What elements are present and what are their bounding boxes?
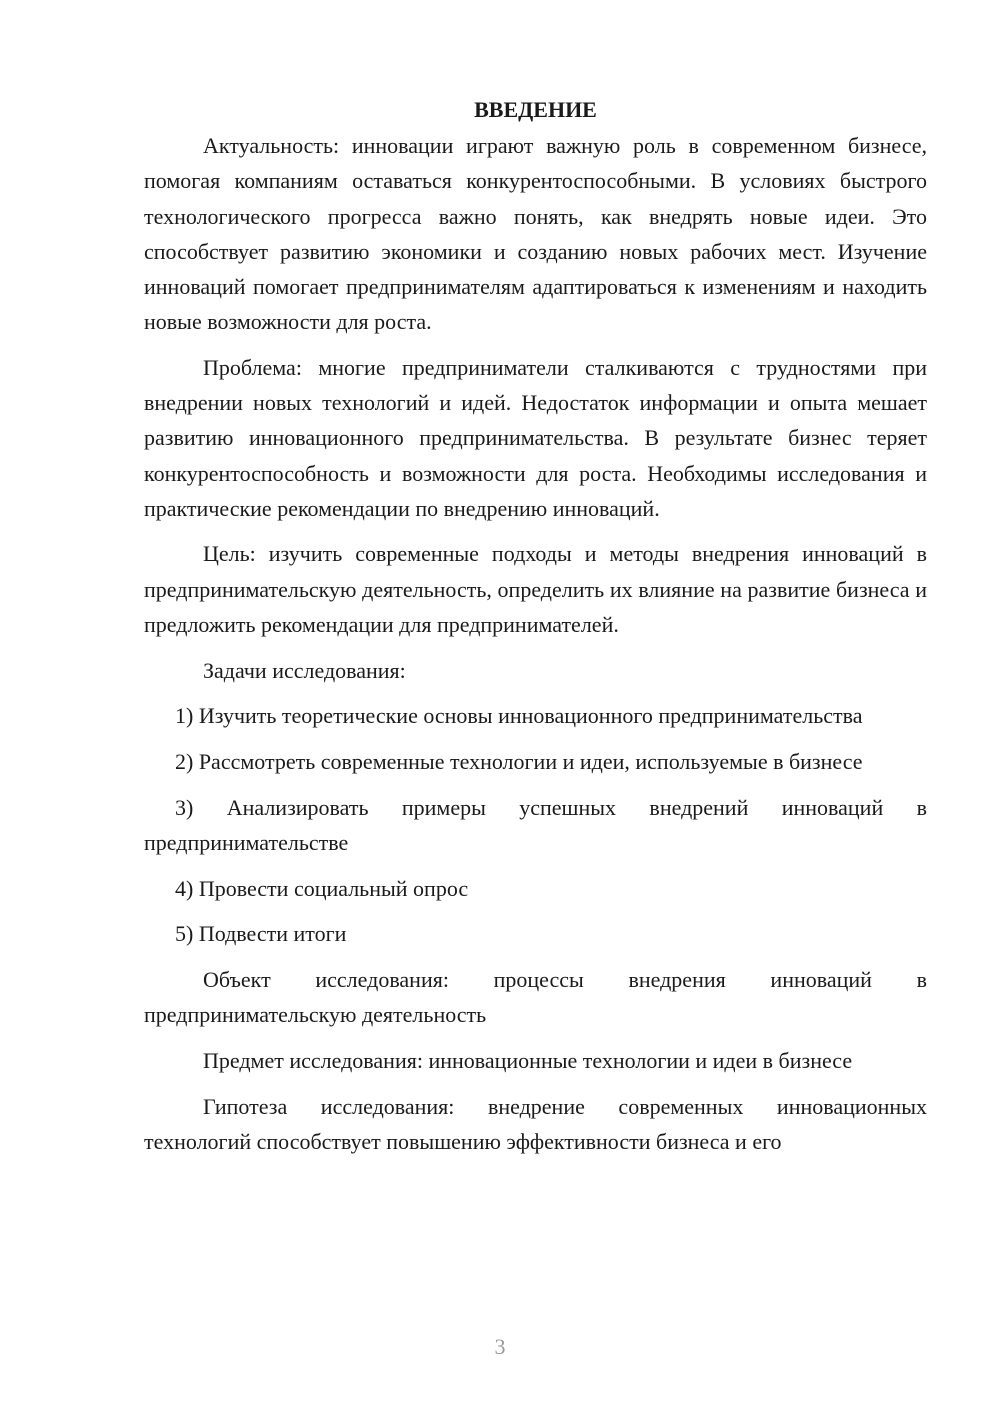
paragraph-relevance: Актуальность: инновации играют важную роль в современном бизнесе, помогая компаниям оставаться конкурентоспособными. В условиях быстрого технологического прогресса важно понять, как внедрять новые идеи. Это способствует развитию экономики и созданию новых рабочих мест. Изучение инноваций помогает предпринимателям адаптироваться к изменениям и находить новые возможности для роста. bbox=[144, 133, 927, 335]
task-item-2: 2) Рассмотреть современные технологии и идеи, используемые в бизнесе bbox=[175, 748, 863, 774]
task-item-5: 5) Подвести итоги bbox=[175, 921, 347, 947]
paragraph-goal: Цель: изучить современные подходы и методы внедрения инноваций в предпринимательскую деятельность, определить их влияние на развитие бизнеса и предложить рекомендации для предпринимателей. bbox=[144, 541, 927, 637]
page-title: ВВЕДЕНИЕ bbox=[474, 97, 597, 122]
page-number: 3 bbox=[494, 1334, 506, 1359]
paragraph-hypothesis: Гипотеза исследования: внедрение современных инновационных технологий способствует повышению эффективности бизнеса и его bbox=[144, 1093, 927, 1154]
tasks-heading: Задачи исследования: bbox=[203, 657, 406, 683]
task-item-4: 4) Провести социальный опрос bbox=[175, 875, 469, 901]
task-item-3: 3) Анализировать примеры успешных внедрений инноваций в предпринимательстве bbox=[144, 794, 927, 855]
task-item-1: 1) Изучить теоретические основы инновационного предпринимательства bbox=[175, 703, 863, 729]
document-body bbox=[144, 92, 927, 1169]
paragraph-problem: Проблема: многие предприниматели сталкиваются с трудностями при внедрении новых технологий и идей. Недостаток информации и опыта мешает развитию инновационного предпринимательства. В результате бизнес теряет конкурентоспособность и возможности для роста. Необходимы исследования и практические рекомендации по внедрению инноваций. bbox=[144, 354, 927, 521]
paragraph-object: Объект исследования: процессы внедрения инноваций в предпринимательскую деятельность bbox=[144, 966, 927, 1028]
paragraph-subject: Предмет исследования: инновационные технологии и идеи в бизнесе bbox=[203, 1047, 853, 1073]
